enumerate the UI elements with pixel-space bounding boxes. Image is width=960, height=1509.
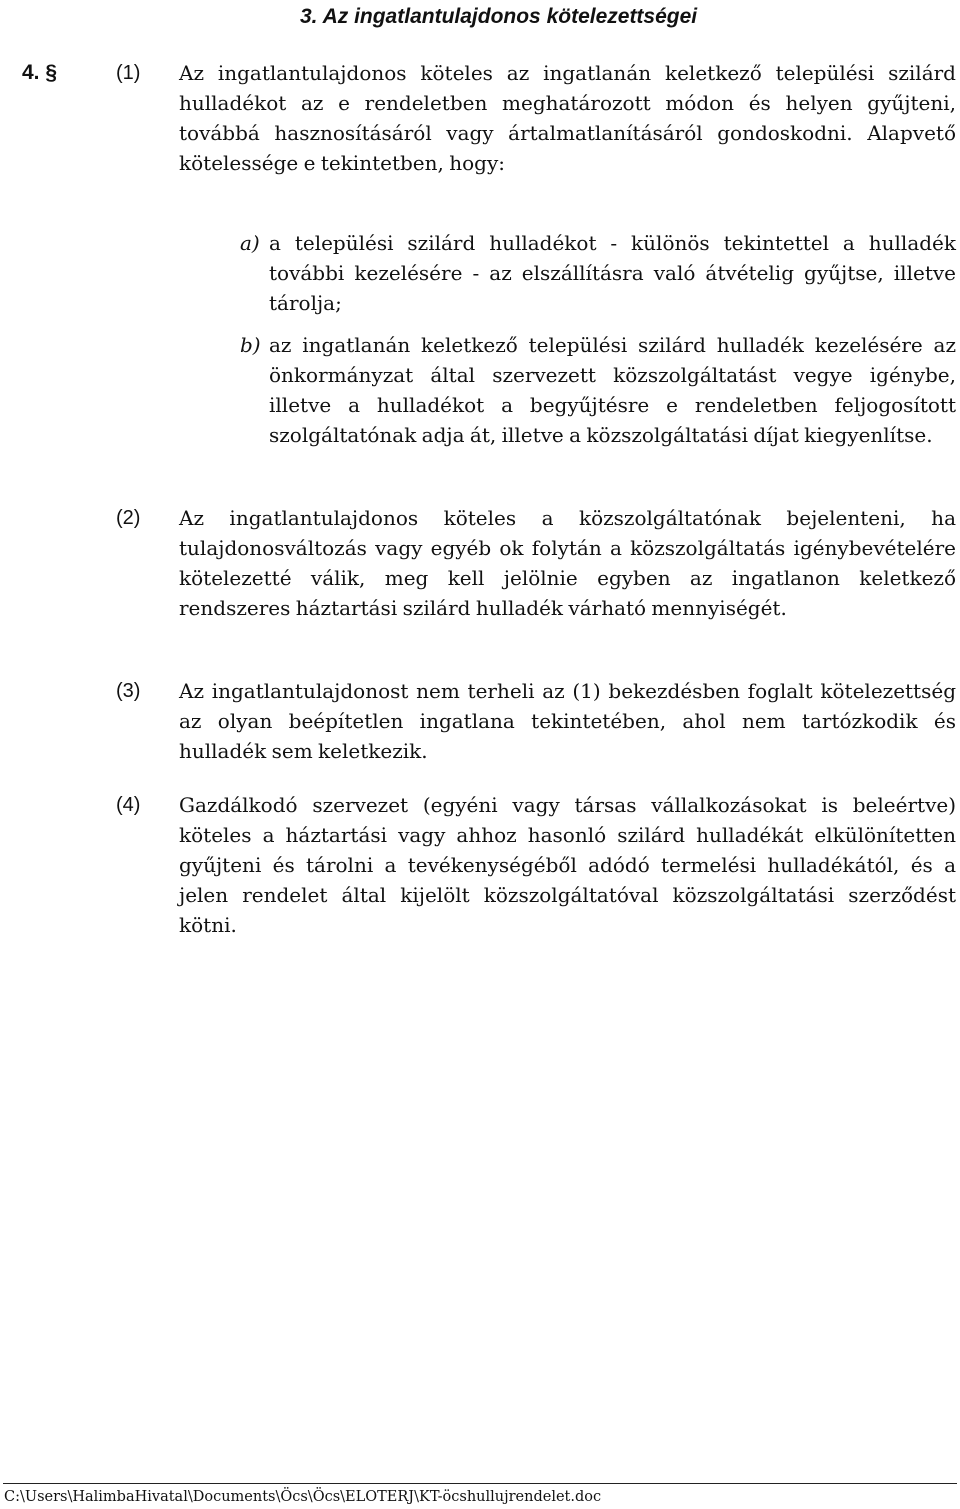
- section-number: 4. §: [22, 61, 58, 84]
- list-item: [240, 228, 956, 318]
- paragraph-text: Az ingatlantulajdonos köteles a közszolgáltatónak bejelenteni, ha tulajdonosváltozás vagy egyéb ok folytán a közszolgáltatás igénybevételére kötelezetté válik, meg kell jelölnie egyben az ingatlanon keletkező rendszeres háztartási szilárd hulladék várható mennyiségét.: [179, 506, 956, 620]
- paragraph-text: Az ingatlantulajdonos köteles az ingatlanán keletkező települési szilárd hulladékot az e rendeletben meghatározott módon és helyen gyűjteni, továbbá hasznosításáról vagy ártalmatlanításáról gondoskodni. Alapvető kötelessége e tekintetben, hogy:: [179, 61, 956, 175]
- footer-file-path: C:\Users\HalimbaHivatal\Documents\Öcs\Öcs\ELOTERJ\KT-öcshullujrendelet.doc: [4, 1489, 602, 1505]
- paragraph-number: (1): [116, 62, 141, 84]
- list-item-text: a települési szilárd hulladékot - különös tekintettel a hulladék további kezelésére - az elszállításra való átvételig gyűjtse, illetve tárolja;: [269, 231, 956, 315]
- paragraph-number: (3): [116, 680, 141, 702]
- section-heading: 3. Az ingatlantulajdonos kötelezettségei: [300, 5, 698, 28]
- paragraph-text: Az ingatlantulajdonost nem terheli az (1) bekezdésben foglalt kötelezettség az olyan beépítetlen ingatlana tekintetében, ahol nem tartózkodik és hulladék sem keletkezik.: [179, 679, 956, 763]
- footer-divider: [3, 1483, 957, 1484]
- list-item: [240, 330, 956, 450]
- list-item-marker: a): [240, 231, 260, 255]
- paragraph-number: (2): [116, 507, 141, 529]
- list-item-marker: b): [240, 333, 261, 357]
- list-item-text: az ingatlanán keletkező települési szilárd hulladék kezelésére az önkormányzat által szervezett közszolgáltatást vegye igénybe, illetve a hulladékot a begyűjtésre e rendeletben feljogosított szolgáltatónak adja át, illetve a közszolgáltatási díjat kiegyenlítse.: [269, 333, 956, 447]
- paragraph-text: Gazdálkodó szervezet (egyéni vagy társas vállalkozásokat is beleértve) köteles a háztartási vagy ahhoz hasonló szilárd hulladékát elkülönítetten gyűjteni és tárolni a tevékenységéből adódó termelési hulladékától, és a jelen rendelet által kijelölt közszolgáltatóval közszolgáltatási szerződést kötni.: [179, 793, 956, 937]
- paragraph-number: (4): [116, 794, 141, 816]
